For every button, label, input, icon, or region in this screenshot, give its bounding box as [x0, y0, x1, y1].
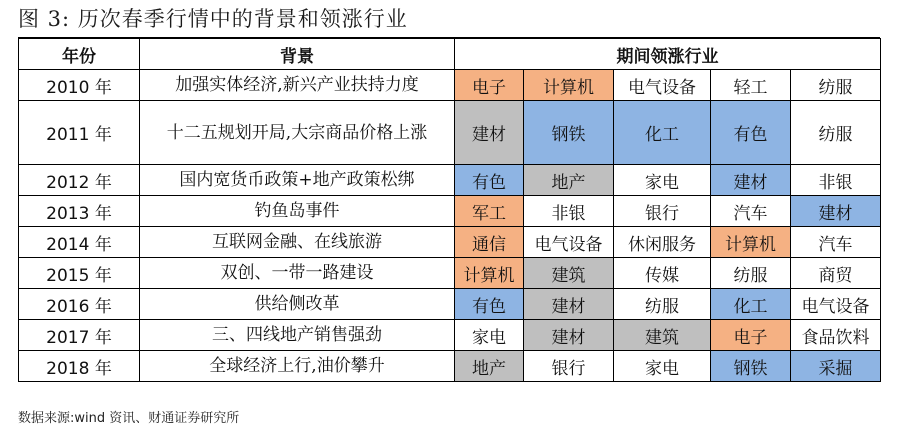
background-cell: 钓鱼岛事件 — [140, 196, 455, 227]
sector-cell: 纺服 — [791, 70, 881, 101]
table-row — [19, 351, 881, 382]
background-cell: 加强实体经济,新兴产业扶持力度 — [140, 70, 455, 101]
sector-cell: 地产 — [524, 165, 614, 196]
sector-cell: 电气设备 — [524, 227, 614, 258]
sector-cell: 非银 — [791, 165, 881, 196]
sector-cell: 建材 — [524, 289, 614, 320]
sector-cell: 有色 — [455, 165, 524, 196]
table-row — [19, 196, 881, 227]
sector-cell: 建材 — [455, 101, 524, 165]
sector-cell: 钢铁 — [524, 101, 614, 165]
sector-cell: 钢铁 — [711, 351, 791, 382]
sector-cell: 电子 — [711, 320, 791, 351]
background-cell: 十二五规划开局,大宗商品价格上涨 — [140, 101, 455, 165]
sector-cell: 计算机 — [524, 70, 614, 101]
sector-cell: 家电 — [614, 351, 711, 382]
table-row — [19, 227, 881, 258]
table-row — [19, 70, 881, 101]
sector-cell: 家电 — [614, 165, 711, 196]
background-cell: 三、四线地产销售强劲 — [140, 320, 455, 351]
sector-cell: 传媒 — [614, 258, 711, 289]
source-note: 数据来源:wind 资讯、财通证券研究所 — [18, 411, 240, 426]
sector-cell: 计算机 — [455, 258, 524, 289]
sector-cell: 军工 — [455, 196, 524, 227]
sector-cell: 有色 — [711, 101, 791, 165]
sector-cell: 有色 — [455, 289, 524, 320]
figure-title: 图 3: 历次春季行情中的背景和领涨行业 — [18, 7, 408, 31]
sector-cell: 电气设备 — [791, 289, 881, 320]
background-cell: 供给侧改革 — [140, 289, 455, 320]
table-row — [19, 165, 881, 196]
year-cell: 2014 年 — [19, 227, 140, 258]
sector-cell: 通信 — [455, 227, 524, 258]
sector-cell: 建筑 — [614, 320, 711, 351]
sector-cell: 商贸 — [791, 258, 881, 289]
header-year: 年份 — [19, 39, 140, 70]
background-cell: 国内宽货币政策+地产政策松绑 — [140, 165, 455, 196]
sector-cell: 休闲服务 — [614, 227, 711, 258]
sector-cell: 纺服 — [791, 101, 881, 165]
background-cell: 全球经济上行,油价攀升 — [140, 351, 455, 382]
sector-cell: 非银 — [524, 196, 614, 227]
sector-cell: 电气设备 — [614, 70, 711, 101]
sector-cell: 银行 — [524, 351, 614, 382]
sector-cell: 汽车 — [711, 196, 791, 227]
table-row — [19, 320, 881, 351]
sector-cell: 建筑 — [524, 258, 614, 289]
background-cell: 双创、一带一路建设 — [140, 258, 455, 289]
header-row — [19, 39, 881, 70]
year-cell: 2016 年 — [19, 289, 140, 320]
year-cell: 2018 年 — [19, 351, 140, 382]
table-row — [19, 101, 881, 165]
year-cell: 2013 年 — [19, 196, 140, 227]
year-cell: 2011 年 — [19, 101, 140, 165]
sector-cell: 计算机 — [711, 227, 791, 258]
year-cell: 2010 年 — [19, 70, 140, 101]
header-sectors: 期间领涨行业 — [455, 39, 881, 70]
table-body — [19, 70, 881, 382]
sector-cell: 建材 — [524, 320, 614, 351]
sector-cell: 采掘 — [791, 351, 881, 382]
sector-cell: 食品饮料 — [791, 320, 881, 351]
sector-cell: 纺服 — [614, 289, 711, 320]
sector-cell: 汽车 — [791, 227, 881, 258]
header-background: 背景 — [140, 39, 455, 70]
sector-table — [18, 38, 881, 382]
table-row — [19, 289, 881, 320]
year-cell: 2015 年 — [19, 258, 140, 289]
background-cell: 互联网金融、在线旅游 — [140, 227, 455, 258]
year-cell: 2017 年 — [19, 320, 140, 351]
sector-cell: 家电 — [455, 320, 524, 351]
sector-cell: 纺服 — [711, 258, 791, 289]
sector-cell: 化工 — [614, 101, 711, 165]
year-cell: 2012 年 — [19, 165, 140, 196]
sector-cell: 化工 — [711, 289, 791, 320]
sector-cell: 银行 — [614, 196, 711, 227]
sector-cell: 建材 — [791, 196, 881, 227]
sector-cell: 地产 — [455, 351, 524, 382]
sector-cell: 电子 — [455, 70, 524, 101]
sector-cell: 建材 — [711, 165, 791, 196]
table-row — [19, 258, 881, 289]
sector-cell: 轻工 — [711, 70, 791, 101]
